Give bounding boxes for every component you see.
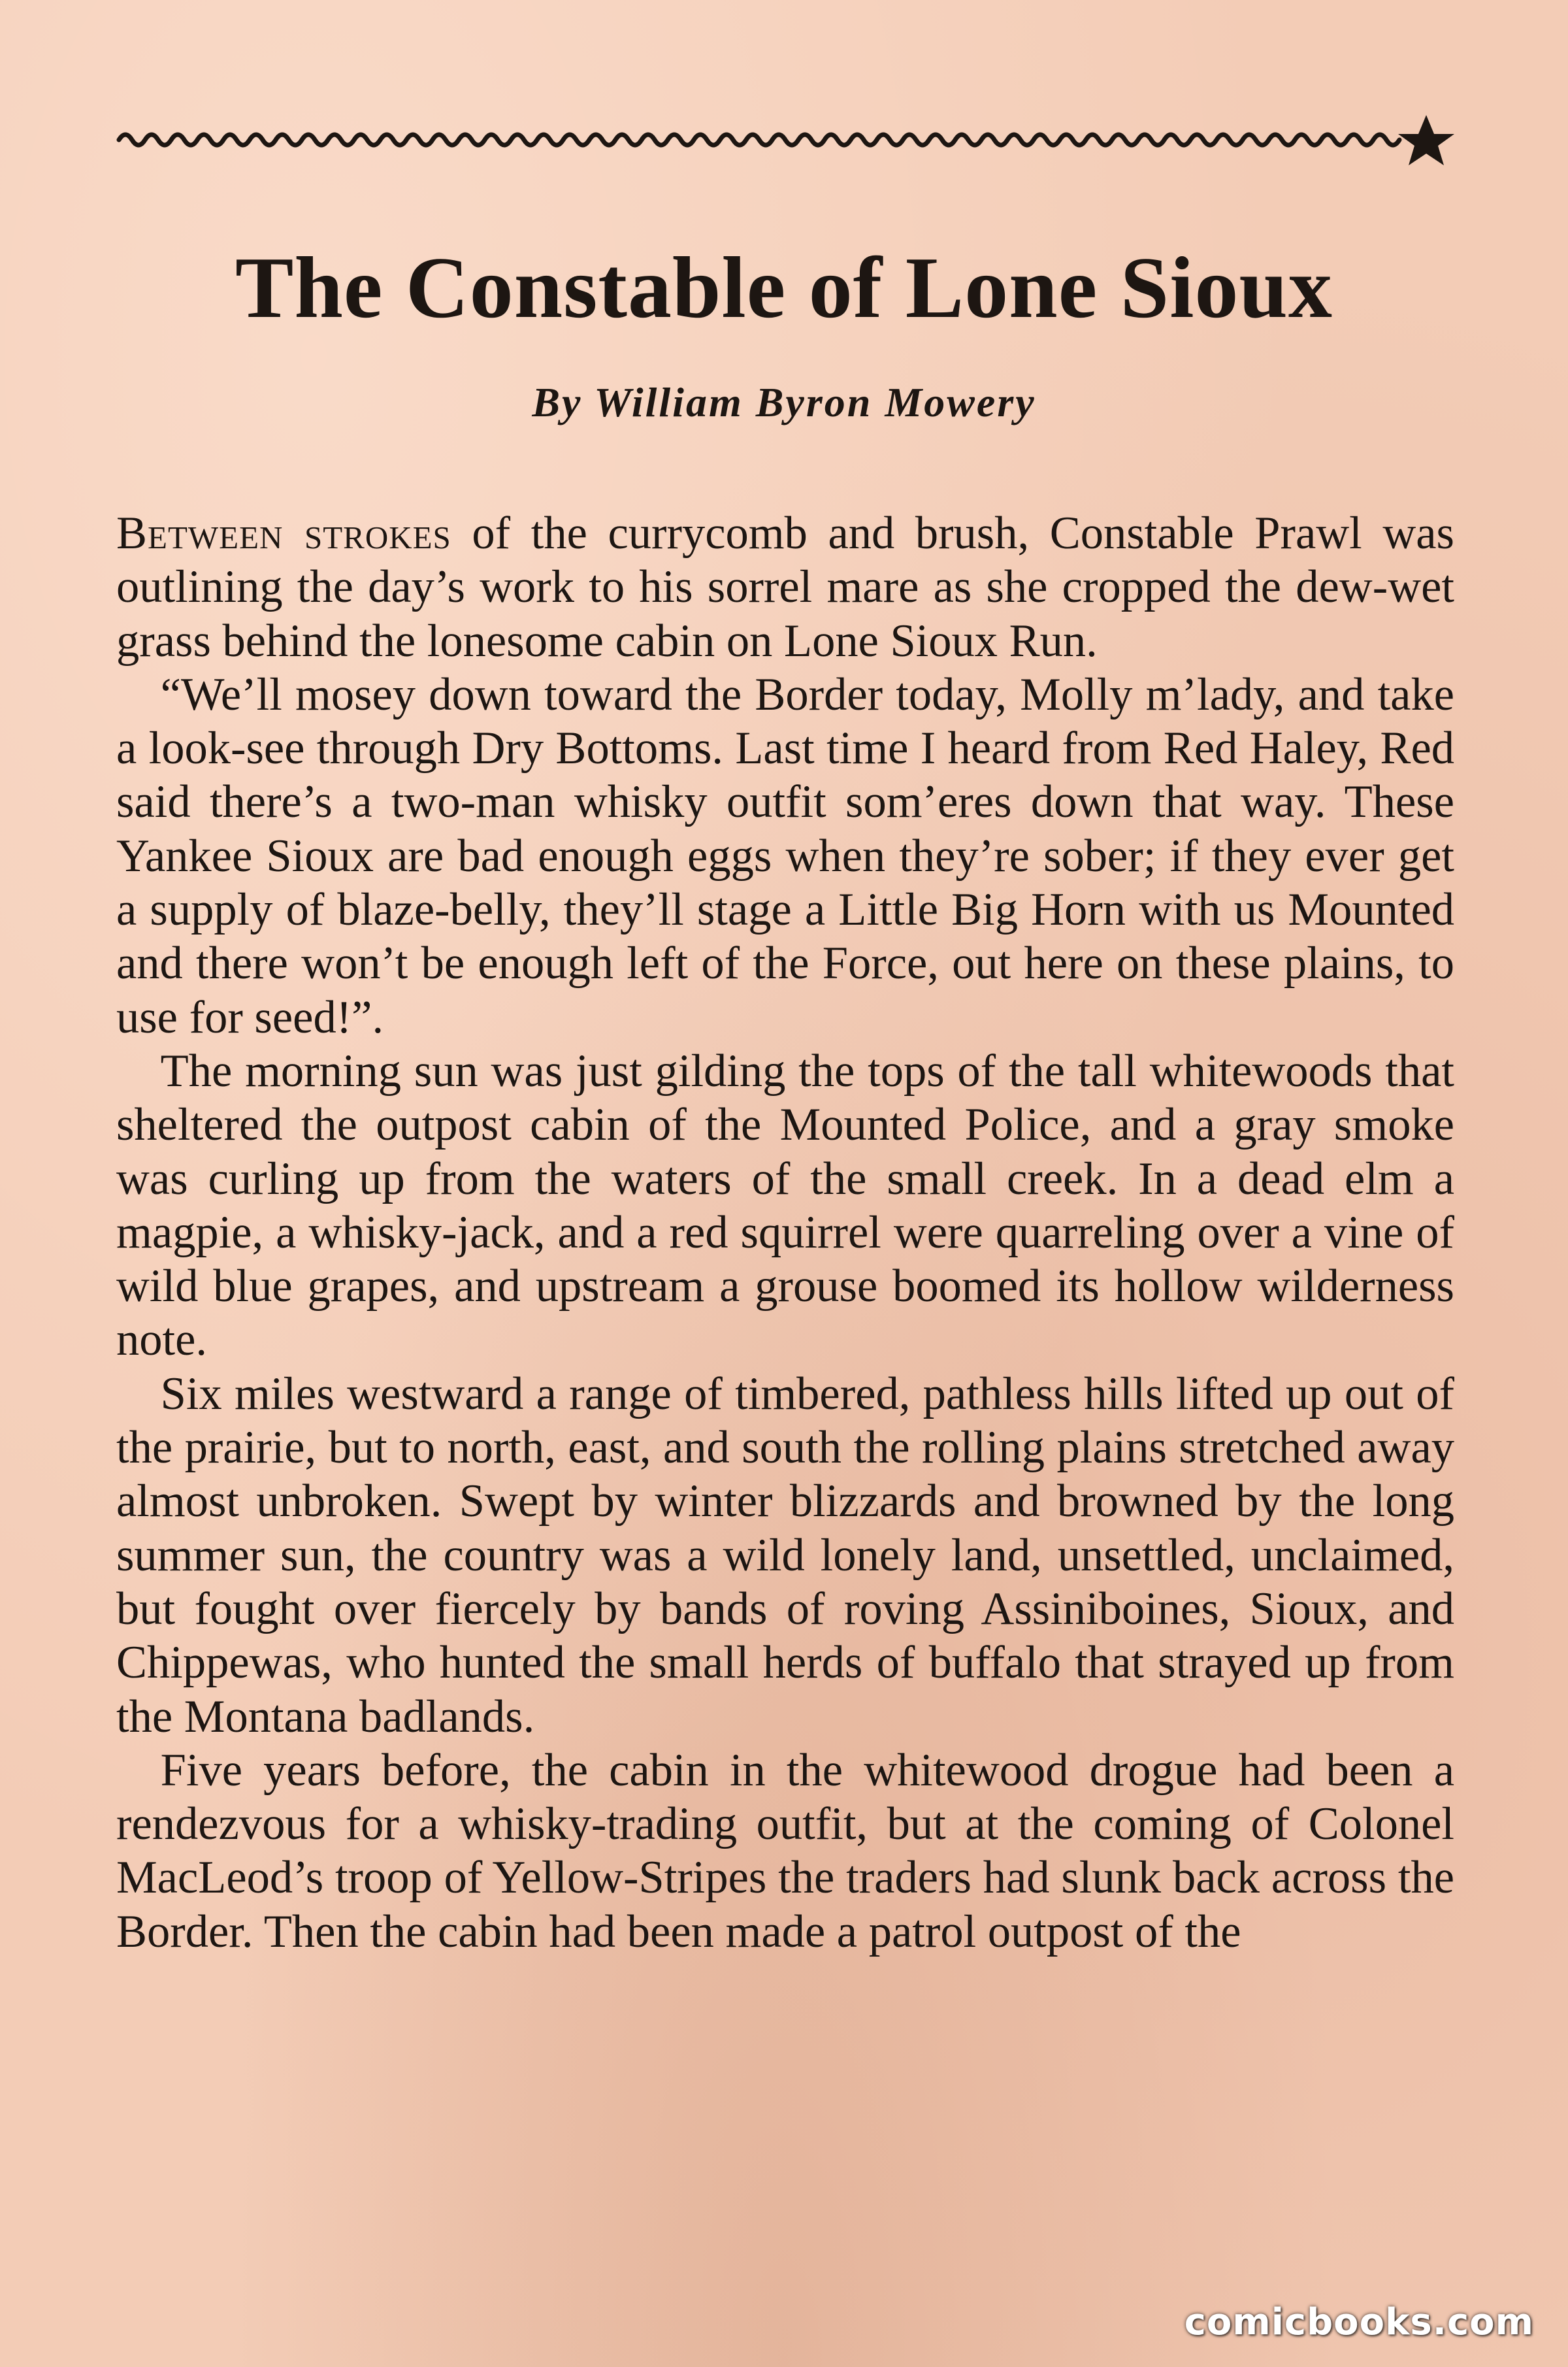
decorative-rule [116, 110, 1456, 169]
story-byline: By William Byron Mowery [532, 379, 1036, 425]
paragraph-text: of the currycomb and brush, Constable Prawl was outlining the day’s work to his sorrel mare as she cropped the dew-wet grass behind the lonesome cabin on Lone Sioux Run. [116, 508, 1454, 667]
star-icon [1398, 115, 1454, 165]
story-body [116, 506, 1454, 1959]
lead-in-small-caps: Between strokes [116, 508, 451, 559]
watermark-text: comicbooks.com [1184, 2301, 1534, 2343]
story-title: The Constable of Lone Sioux [235, 239, 1333, 336]
paragraph-3: The morning sun was just gilding the tops of the tall whitewoods that sheltered the outpost cabin of the Mounted Police, and a gray smoke was curling up from the waters of the small creek. In a dead elm a magpie, a whisky-jack, and a red squirrel were quarreling over a vine of wild blue grapes, and upstream a grouse boomed its hollow wilderness note. [116, 1045, 1454, 1366]
paragraph-2: “We’ll mosey down toward the Border today, Molly m’lady, and take a look-see through Dry Bottoms. Last time I heard from Red Haley, Red said there’s a two-man whisky outfit som’eres down that way. These Yankee Sioux are bad enough eggs when they’re sober; if they ever get a supply of blaze-belly, they’ll stage a Little Big Horn with us Mounted and there won’t be enough left of the Force, out here on these plains, to use for seed!”. [116, 669, 1454, 1043]
paragraph-1 [116, 506, 1454, 668]
paragraph-4: Six miles westward a range of timbered, pathless hills lifted up out of the prairie, but to north, east, and south the rolling plains stretched away almost unbroken. Swept by winter blizzards and browned by the long summer sun, the country was a wild lonely land, unsettled, unclaimed, but fought over fiercely by bands of roving Assiniboines, Sioux, and Chippewas, who hunted the small herds of buffalo that strayed up from the Montana badlands. [116, 1368, 1454, 1742]
paragraph-5: Five years before, the cabin in the whitewood drogue had been a rendezvous for a whisky-trading outfit, but at the coming of Colonel MacLeod’s troop of Yellow-Stripes the traders had slunk back across the Border. Then the cabin had been made a patrol outpost of the [116, 1744, 1454, 1957]
wavy-rule-line [119, 135, 1399, 145]
